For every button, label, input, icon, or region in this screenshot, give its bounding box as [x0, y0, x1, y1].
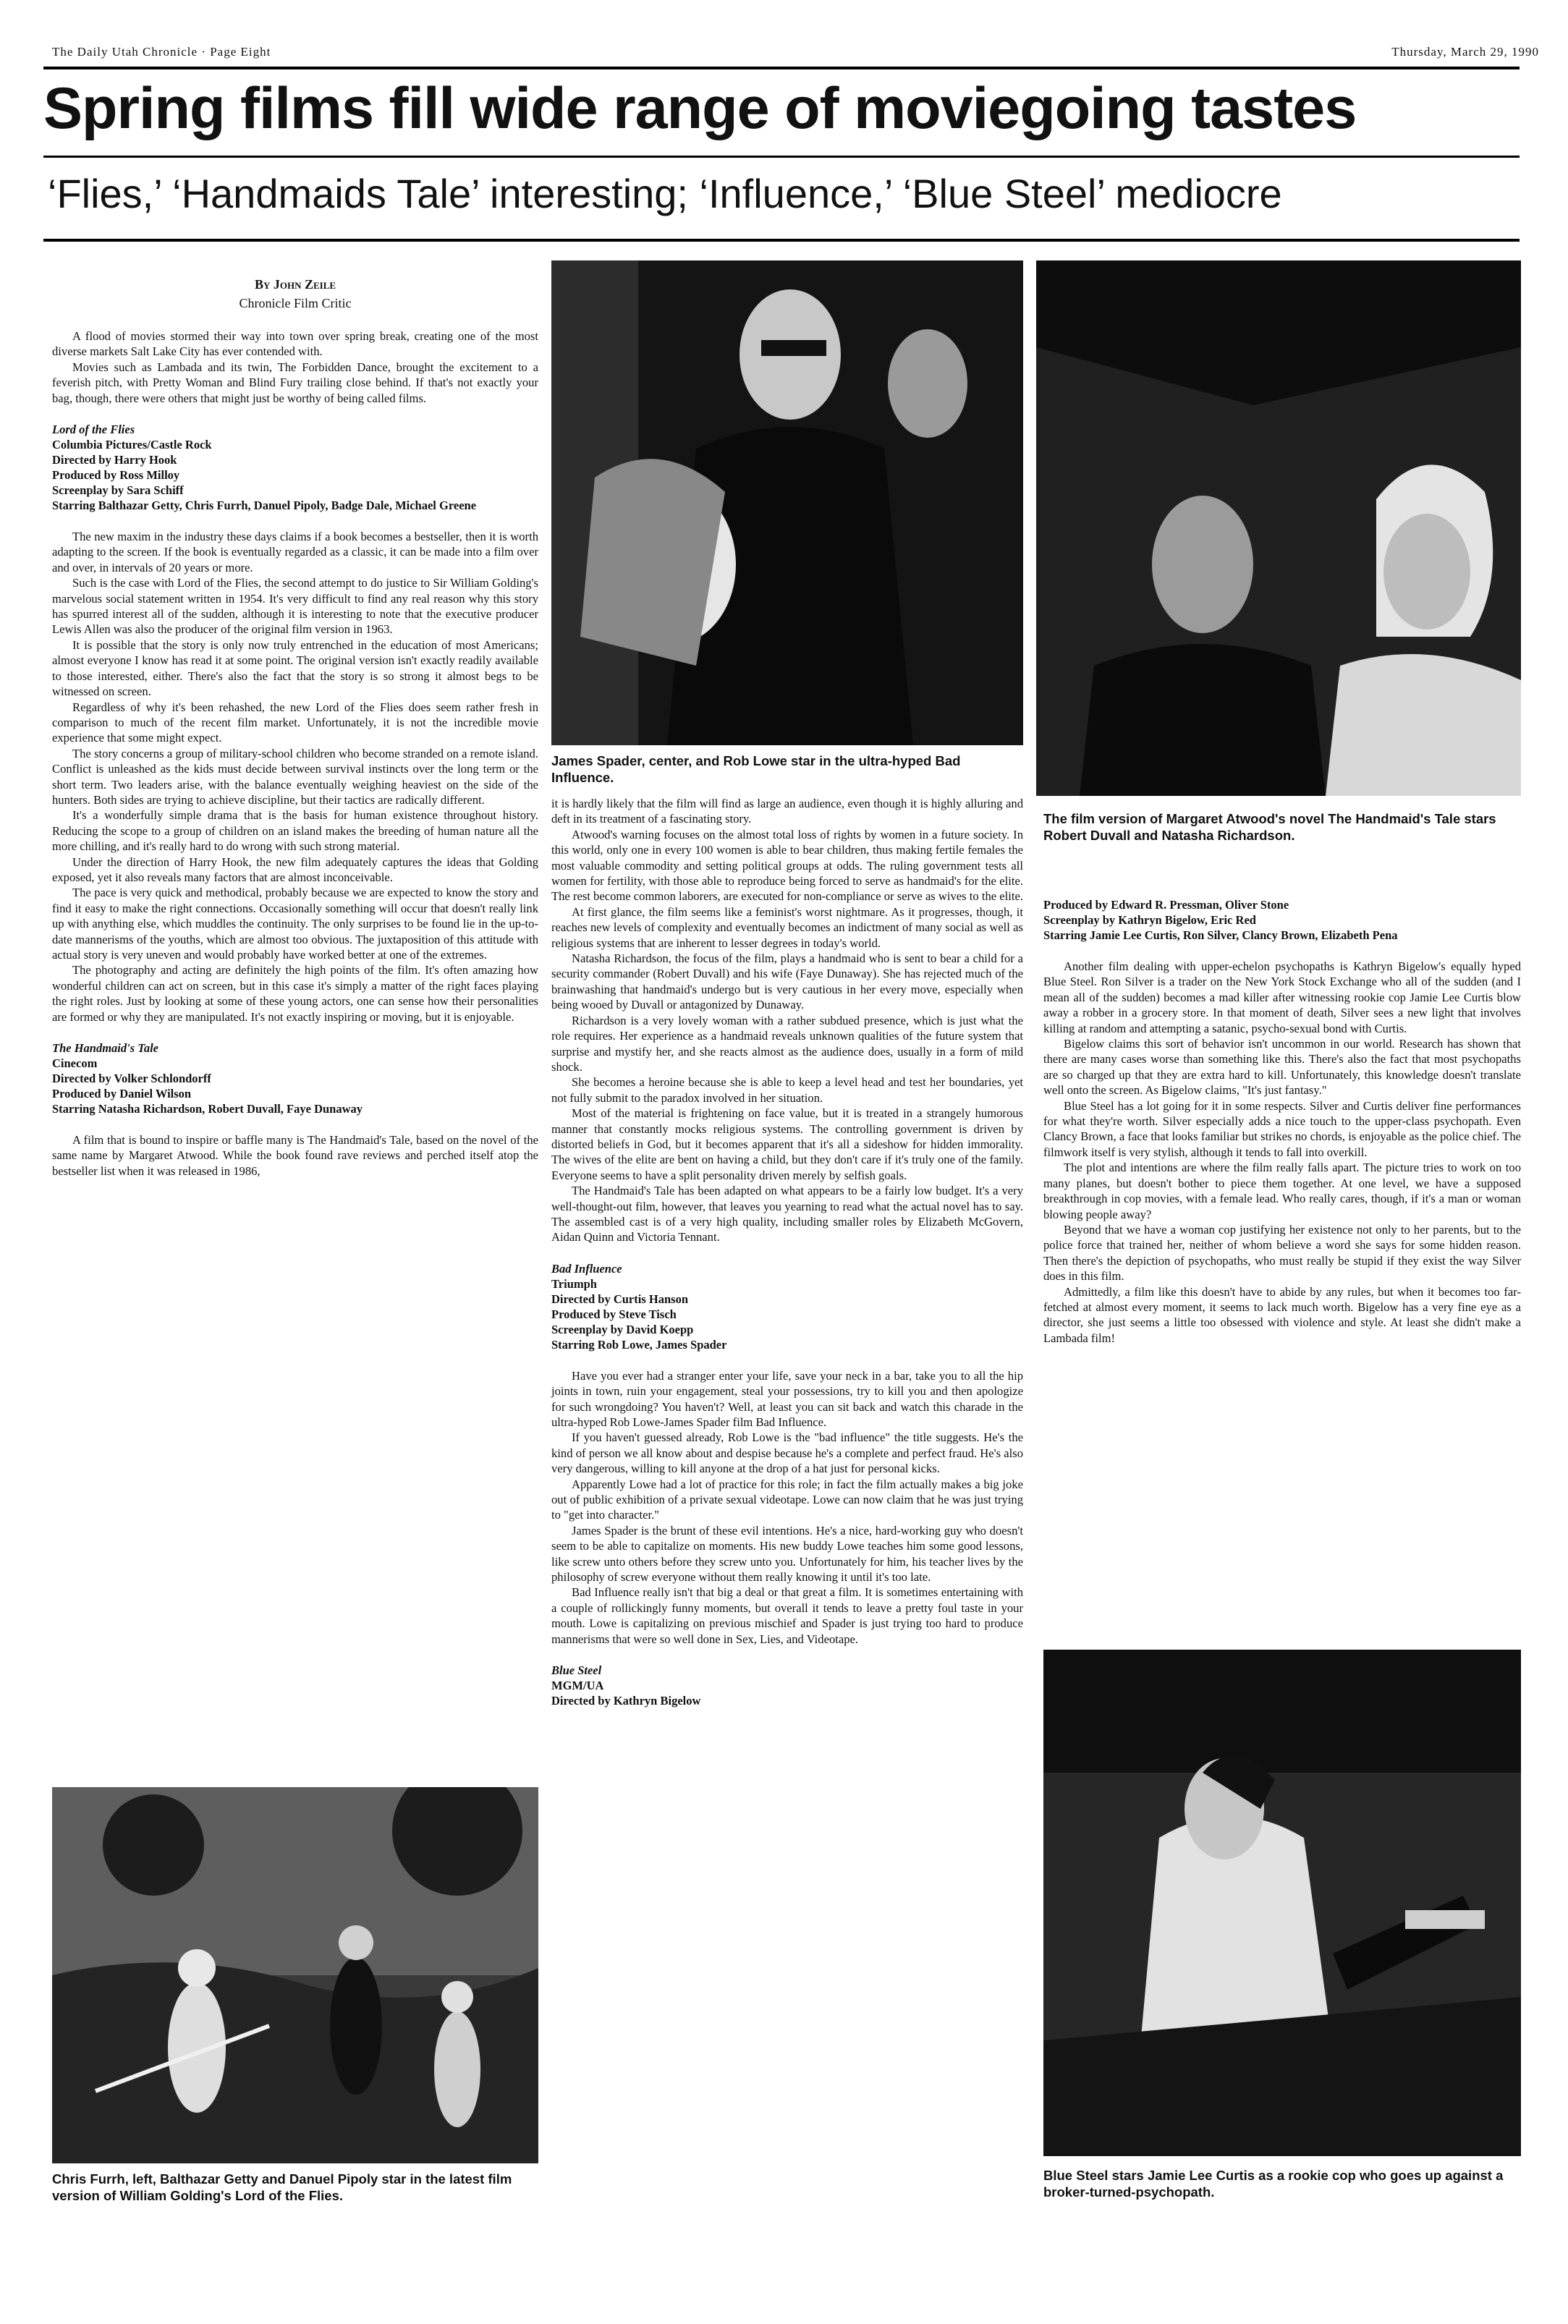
deck: ‘Flies,’ ‘Handmaids Tale’ interesting; ‘Influence,’ ‘Blue Steel’ mediocre — [48, 171, 1282, 216]
credit-line: Screenplay by Sara Schiff — [52, 483, 184, 498]
paragraph: Movies such as Lambada and its twin, The Forbidden Dance, brought the excitement to a feverish pitch, with Pretty Woman and Blind Fury trailing close behind. If that's not exactly your bag, though, there were others that might just be worthy of being called films. — [52, 360, 538, 405]
credit-line: Triumph — [551, 1276, 597, 1291]
paragraph: Richardson is a very lovely woman with a rather subdued presence, which is just what the role requires. Her experience as a handmaid reveals unknown qualities of the future system that surprise and mystify her, and she reacts almost as the audience does, usually in a form of mild shock. — [551, 1013, 1023, 1074]
paragraph: It's a wonderfully simple drama that is the basis for human existence throughout history. Reducing the scope to a group of children on an island makes the breeding of human nature all the more chilling, and it's really hard to do wrong with such strong material. — [52, 808, 538, 854]
credit-line: Starring Jamie Lee Curtis, Ron Silver, Clancy Brown, Elizabeth Pena — [1043, 928, 1398, 942]
paragraph: Bad Influence really isn't that big a deal or that great a film. It is sometimes entertaining with a couple of rollickingly funny moments, but overall it tends to leave a pretty foul taste in your mouth. Lowe is capitalizing on previous mischief and Spader is just trying too hard to produce mannerisms that were so well done in Sex, Lies, and Videotape. — [551, 1585, 1023, 1646]
paragraph: Admittedly, a film like this doesn't have to abide by any rules, but when it becomes too far-fetched at almost every moment, it seems to lack much worth. Bigelow has a very fine eye as a director, she just seems a little too obsessed with violence and style. At least she didn't make a Lambada film! — [1043, 1284, 1521, 1345]
column-2 — [551, 796, 1023, 1724]
credit-line: MGM/UA — [551, 1679, 604, 1693]
credit-line: Screenplay by Kathryn Bigelow, Eric Red — [1043, 913, 1256, 927]
lord-of-the-flies-image — [52, 1787, 538, 2163]
credit-line: Directed by Kathryn Bigelow — [551, 1694, 701, 1708]
masthead-left: The Daily Utah Chronicle · Page Eight — [52, 45, 271, 59]
paragraph: Natasha Richardson, the focus of the film, plays a handmaid who is sent to bear a child for a security commander (Robert Duvall) and his wife (Faye Dunaway). She has rejected much of the brainwashing that handmaid's undergo but is very cautious in her every move, especially when being wooed by Duvall or antagonized by Dunaway. — [551, 951, 1023, 1012]
paragraph: Regardless of why it's been rehashed, the new Lord of the Flies does seem rather fresh in comparison to much of the recent film market. Unfortunately, it is not the incredible movie experience that some might expect. — [52, 700, 538, 745]
paragraph: The story concerns a group of military-school children who become stranded on a remote island. Conflict is unleashed as the kids must decide between survival instincts over the long term or the short term. Two leaders arise, with the balance eventually weighing heaviest on the side of the hunters. Both sides are trying to achieve discipline, but their tactics are radically different. — [52, 746, 538, 807]
column-1 — [52, 275, 538, 1179]
paragraph: A flood of movies stormed their way into town over spring break, creating one of the most diverse markets Salt Lake City has ever contended with. — [52, 329, 538, 359]
paragraph: Under the direction of Harry Hook, the new film adequately captures the ideas that Golding exposed, yet it also reveals many factors that are almost inconceivable. — [52, 854, 538, 884]
credit-line: Produced by Steve Tisch — [551, 1307, 677, 1321]
paragraph: Most of the material is frightening on face value, but it is treated in a strangely humorous manner that constantly mocks religious systems. The controlling government is driven by distorted beliefs in God, but it becomes apparent that it's all a sideshow for hidden immorality. The wives of the elite are bent on having a child, but they don't care if it's truly one of the family. Everyone seems to have a split personality driven merely by selfish goals. — [551, 1106, 1023, 1182]
credit-title: Bad Influence — [551, 1261, 622, 1276]
bs-credits — [551, 1663, 1023, 1708]
paragraph: Bigelow claims this sort of behavior isn't uncommon in our world. Research has shown that there are many cases worse than something like this. There's also the fact that most psychopaths are so charged up that they are extra hard to kill. Unfortunately, this knowledge doesn't translate well onto the screen. As Bigelow claims, "It's just fantasy." — [1043, 1037, 1521, 1098]
bad-influence-caption: James Spader, center, and Rob Lowe star in the ultra-hyped Bad Influence. — [551, 753, 961, 785]
lord-of-the-flies-photo — [52, 1787, 538, 2163]
paragraph: At first glance, the film seems like a feminist's worst nightmare. As it progresses, though, it reaches new levels of complexity and eventually becomes an indictment of many social as well as religious systems that are inherent to lesser degrees in today's world. — [551, 904, 1023, 950]
paragraph: Such is the case with Lord of the Flies, the second attempt to do justice to Sir William Golding's marvelous social statement written in 1954. It's very difficult to find any real reason why this story has spurred interest all of the sudden, although it is interesting to note that the executive producer Lewis Allen was also the producer of the original film version in 1963. — [52, 576, 538, 637]
credit-line: Produced by Daniel Wilson — [52, 1087, 192, 1101]
top-rule — [43, 67, 1520, 69]
paragraph: Atwood's warning focuses on the almost total loss of rights by women in a future society. In this world, only one in every 100 women is able to bear children, thus making fertile females the most valuable commodity and setting political groups at odds. The ruling government tests all women for fertility, with those able to reproduce being forced to serve as handmaid's for the elite. The rest become common laborers, are executed for non-compliance or serve as wives to the elite. — [551, 827, 1023, 904]
paragraph: Have you ever had a stranger enter your life, save your neck in a bar, take you to all the hip joints in town, ruin your engagement, steal your possessions, try to kill you and then apologize for such wrongdoing? You haven't? Well, at least you can sit back and watch this charade in the ultra-hyped Rob Lowe-James Spader film Bad Influence. — [551, 1368, 1023, 1429]
ht-credits — [52, 1040, 538, 1116]
paragraph: The plot and intentions are where the film really falls apart. The picture tries to work on too many planes, but doesn't bother to piece them together. At one level, we have a supposed breakthrough in cop movies, with a female lead. Who really cares, though, if it's a man or woman blowing people away? — [1043, 1161, 1521, 1221]
blue-steel-photo — [1043, 1650, 1521, 2156]
handmaids-tale-caption: The film version of Margaret Atwood's novel The Handmaid's Tale stars Robert Duvall and Natasha Richardson. — [1043, 811, 1496, 843]
credit-line: Directed by Curtis Hanson — [551, 1292, 688, 1306]
handmaids-tale-image — [1036, 260, 1521, 796]
paragraph: The Handmaid's Tale has been adapted on what appears to be a fairly low budget. It's a very well-thought-out film, however, that leaves you yearning to read what the actual novel has to say. The assembled cast is of a very high quality, including smaller roles by Elizabeth McGovern, Aidan Quinn and Victoria Tennant. — [551, 1184, 1023, 1244]
credit-line: Screenplay by David Koepp — [551, 1322, 694, 1336]
paragraph: it is hardly likely that the film will find as large an audience, even though it is highly alluring and deft in its treatment of a fascinating story. — [551, 797, 1023, 826]
paragraph: Beyond that we have a woman cop justifying her existence not only to her parents, but to the police force that trained her, neither of whom believe a word she says for some hidden reason. Then there's the depiction of psychopaths, who must really be stupid if they exist the way Silver does in this film. — [1043, 1222, 1521, 1284]
deck-rule — [43, 239, 1520, 242]
paragraph: She becomes a heroine because she is able to keep a level head and test her boundaries, yet not fully submit to the paradox involved in her situation. — [551, 1075, 1023, 1105]
paragraph: Apparently Lowe had a lot of practice for this role; in fact the film actually makes a big joke out of public exhibition of a private sexual videotape. Lowe can now claim that he was just trying to "get into character." — [551, 1477, 1023, 1522]
credit-line: Starring Rob Lowe, James Spader — [551, 1337, 727, 1352]
paragraph: Blue Steel has a lot going for it in some respects. Silver and Curtis deliver fine performances for what they're worth. Silver especially adds a nice touch to the upper-class psychopath. Even Clancy Brown, a face that looks familiar but strikes no chords, is enjoyable as the police chief. The filmwork itself is very stylish, although it tends to fall into overkill. — [1043, 1098, 1521, 1159]
blue-steel-image — [1043, 1650, 1521, 2156]
bad-influence-photo — [551, 260, 1023, 745]
headline: Spring films fill wide range of moviegoing tastes — [43, 76, 1357, 141]
credit-title: Lord of the Flies — [52, 423, 135, 437]
credit-title: The Handmaid's Tale — [52, 1041, 158, 1056]
byline-role: Chronicle Film Critic — [239, 296, 352, 310]
bi-credits — [551, 1261, 1023, 1352]
credit-line: Produced by Edward R. Pressman, Oliver Stone — [1043, 898, 1289, 912]
credit-line: Starring Natasha Richardson, Robert Duvall, Faye Dunaway — [52, 1102, 363, 1116]
paragraph: A film that is bound to inspire or baffle many is The Handmaid's Tale, based on the novel of the same name by Margaret Atwood. While the book found rave reviews and perched itself atop the bestseller list when it was released in 1986, — [52, 1133, 538, 1178]
masthead-right: Thursday, March 29, 1990 — [1391, 45, 1539, 59]
paragraph: James Spader is the brunt of these evil intentions. He's a nice, hard-working guy who doesn't seem to be able to capitalize on moments. His new buddy Lowe teaches him some good lessons, like screw unto others before they screw unto you. Unfortunately for him, his teacher lives by the philosophy of screw everyone without them really knowing it until it's too late. — [551, 1523, 1023, 1585]
column-3 — [1043, 897, 1521, 1346]
bs-credits-continued — [1043, 897, 1521, 943]
headline-rule — [43, 156, 1520, 158]
paragraph: The new maxim in the industry these days claims if a book becomes a bestseller, then it is worth adapting to the screen. If the book is eventually regarded as a classic, it can be made into a film over and over, in intervals of 20 years or more. — [52, 530, 538, 574]
paragraph: The pace is very quick and methodical, probably because we are expected to know the story and find it easy to make the right connections. Occasionally something will occur that doesn't really link up with anything else, which muddles the continuity. The only surprises to be found lie in the up-to-date mannerisms of the youths, which are almost too obvious. The juxtaposition of this attitude with actual story is very uneven and would probably have worked better at one of the extremes. — [52, 886, 538, 962]
paragraph: The photography and acting are definitely the high points of the film. It's often amazing how wonderful children can act on screen, but in this case it's simply a matter of the right faces playing the right roles. Just by looking at some of these young actors, one can sense how their personalities are formed or why they are manipulated. It's not exactly inspiring or moving, but it is enjoyable. — [52, 963, 538, 1024]
credit-line: Starring Balthazar Getty, Chris Furrh, Danuel Pipoly, Badge Dale, Michael Greene — [52, 499, 477, 513]
blue-steel-caption: Blue Steel stars Jamie Lee Curtis as a rookie cop who goes up against a broker-turned-psychopath. — [1043, 2168, 1504, 2200]
byline-name: By John Zeile — [254, 277, 336, 292]
credit-line: Columbia Pictures/Castle Rock — [52, 438, 212, 452]
credit-line: Produced by Ross Milloy — [52, 468, 180, 483]
credit-line: Directed by Volker Schlondorff — [52, 1072, 211, 1086]
lotf-credits — [52, 422, 538, 513]
credit-line: Cinecom — [52, 1056, 98, 1071]
lord-of-the-flies-caption: Chris Furrh, left, Balthazar Getty and Danuel Pipoly star in the latest film version of William Golding's Lord of the Flies. — [52, 2171, 512, 2203]
bad-influence-image — [551, 260, 1023, 745]
credit-line: Directed by Harry Hook — [52, 453, 177, 467]
byline — [52, 275, 538, 313]
paragraph: If you haven't guessed already, Rob Lowe is the "bad influence" the title suggests. He's the kind of person we all know about and despise because he's a complete and perfect fraud. He's also very dangerous, willing to kill anyone at the drop of a hat just for personal kicks. — [551, 1430, 1023, 1476]
paragraph: Another film dealing with upper-echelon psychopaths is Kathryn Bigelow's equally hyped Blue Steel. Ron Silver is a trader on the New York Stock Exchange who all of the sudden (and I mean all of the sudden) becomes a mad killer after witnessing rookie cop Jamie Lee Curtis blow away a robber in a grocery store. In that moment of death, Silver sees a new light that involves killing at random and attempting a satanic, psycho-sexual bond with Curtis. — [1043, 959, 1521, 1035]
credit-title: Blue Steel — [551, 1663, 602, 1678]
paragraph: It is possible that the story is only now truly entrenched in the education of most Americans; almost everyone I know has read it at some point. The original version isn't exactly readily available to those interested, either. There's also the fact that the story is so strong it almost begs to be witnessed on screen. — [52, 637, 538, 699]
handmaids-tale-photo — [1036, 260, 1521, 796]
